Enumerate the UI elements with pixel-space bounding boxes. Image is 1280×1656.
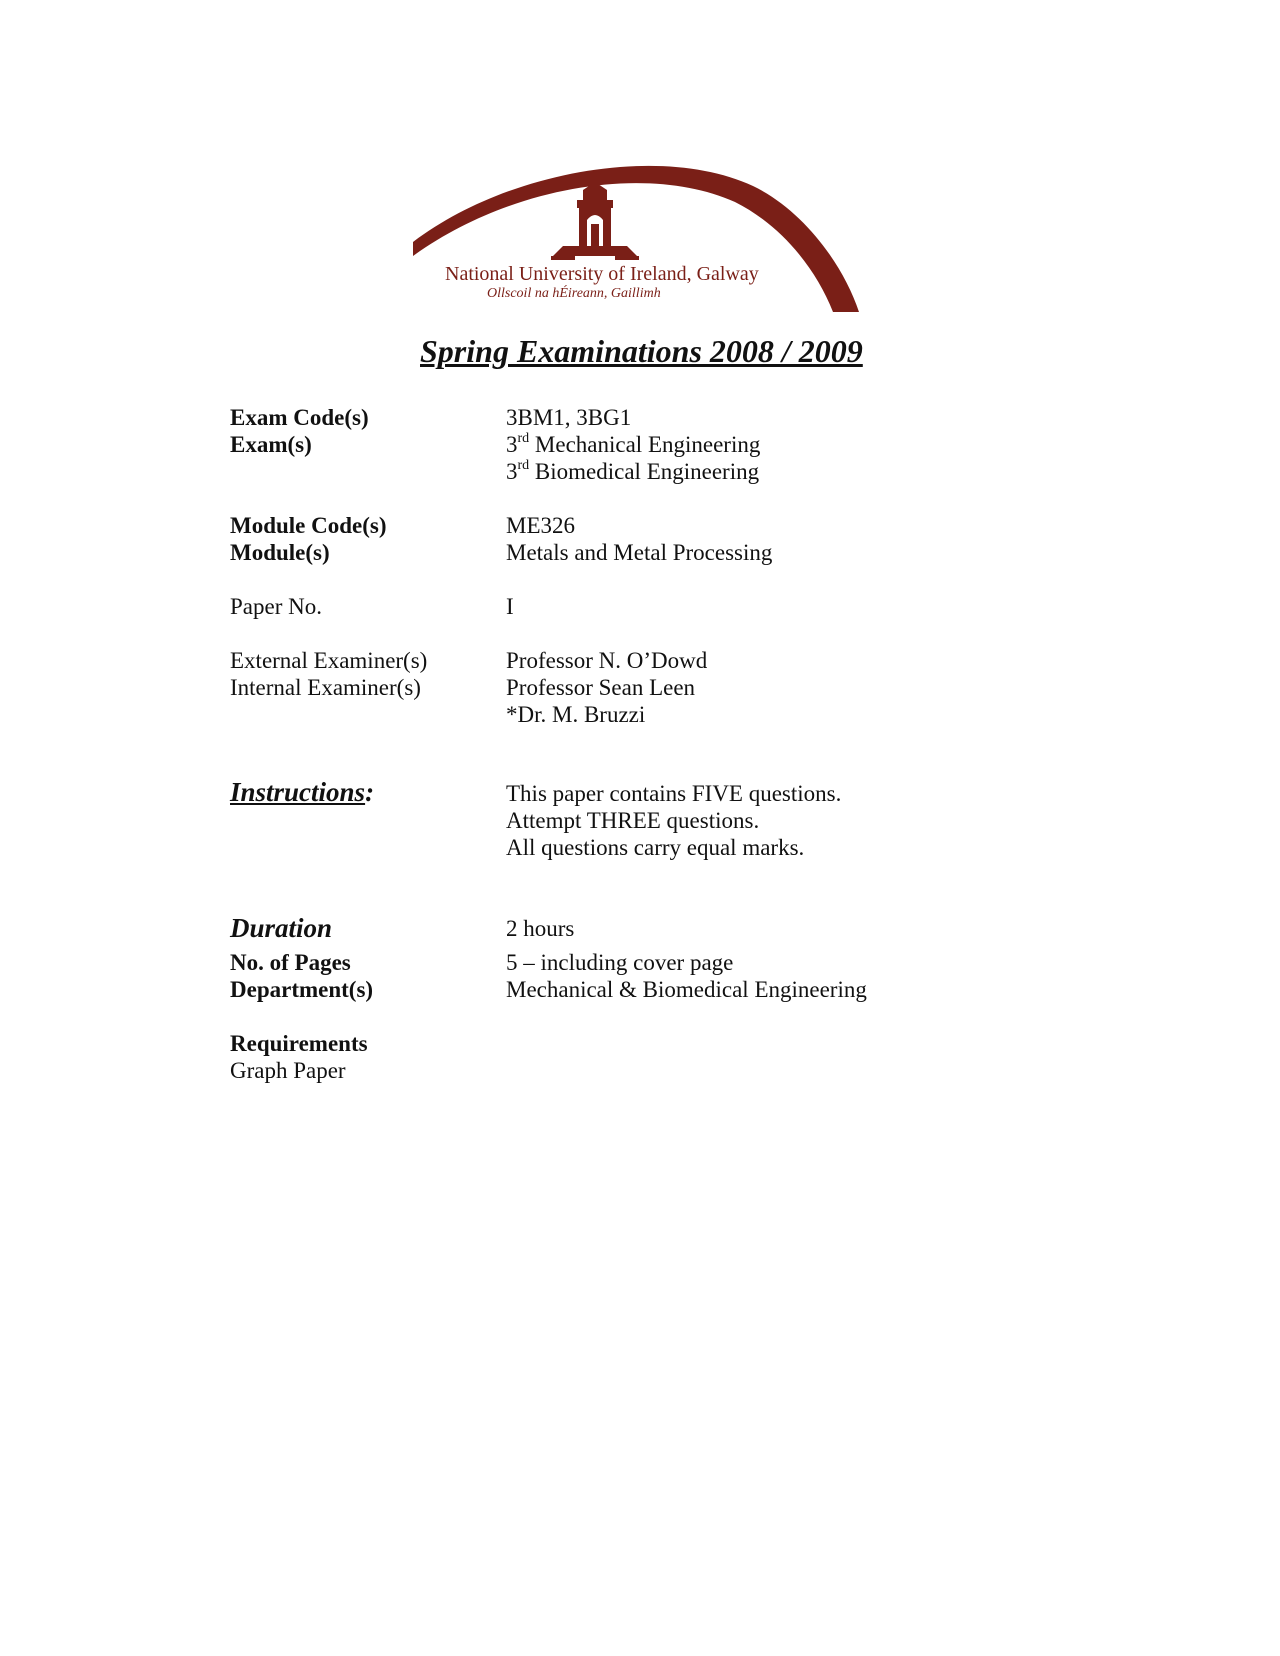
external-examiners-label: External Examiner(s) <box>230 648 428 673</box>
logo-text-irish: Ollscoil na hÉireann, Gaillimh <box>487 286 661 301</box>
university-logo <box>413 164 859 312</box>
instructions-label: Instructions: <box>230 777 375 807</box>
modules-value: Metals and Metal Processing <box>506 540 773 565</box>
paper-no-label: Paper No. <box>230 594 322 619</box>
internal-examiner: *Dr. M. Bruzzi <box>506 702 646 727</box>
instruction-line: All questions carry equal marks. <box>506 835 805 860</box>
modules-label: Module(s) <box>230 540 330 565</box>
duration-value: 2 hours <box>506 916 575 941</box>
internal-examiner: Professor Sean Leen <box>506 675 696 700</box>
exams-label: Exam(s) <box>230 432 312 457</box>
paper-no-value: I <box>506 594 514 619</box>
exam-codes-value: 3BM1, 3BG1 <box>506 405 632 430</box>
exam-item: 3rd Biomedical Engineering <box>506 458 760 484</box>
pages-value: 5 – including cover page <box>506 950 734 975</box>
pages-label: No. of Pages <box>230 950 351 975</box>
requirements-label: Requirements <box>230 1031 368 1056</box>
module-codes-value: ME326 <box>506 513 575 538</box>
exam-item: 3rd Mechanical Engineering <box>506 431 761 457</box>
instruction-line: Attempt THREE questions. <box>506 808 760 833</box>
duration-label: Duration <box>230 913 333 943</box>
external-examiners-value: Professor N. O’Dowd <box>506 648 708 673</box>
exam-codes-label: Exam Code(s) <box>230 405 369 430</box>
page-title: Spring Examinations 2008 / 2009 <box>420 333 863 369</box>
departments-label: Department(s) <box>230 977 374 1002</box>
requirements-value: Graph Paper <box>230 1058 346 1083</box>
departments-value: Mechanical & Biomedical Engineering <box>506 977 867 1002</box>
internal-examiners-label: Internal Examiner(s) <box>230 675 421 700</box>
logo-text-english: National University of Ireland, Galway <box>445 263 759 285</box>
module-codes-label: Module Code(s) <box>230 513 387 538</box>
instruction-line: This paper contains FIVE questions. <box>506 781 842 806</box>
